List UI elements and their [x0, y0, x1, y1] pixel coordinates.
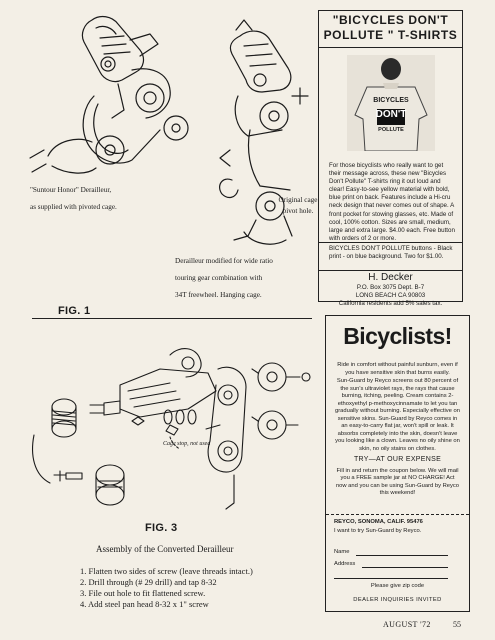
- tshirt-ad-headline: [321, 13, 460, 43]
- address-field[interactable]: [362, 567, 448, 568]
- spring-drawing: [52, 399, 76, 437]
- step-3: 3. File out hole to fit flattened screw.: [80, 588, 206, 598]
- zip-note: Please give zip code: [370, 583, 425, 589]
- name-field[interactable]: [356, 555, 448, 556]
- caption-modified-derailleur: [175, 253, 315, 304]
- shirt-text-dont: DON'T: [375, 109, 407, 120]
- page-number: 55: [453, 620, 461, 629]
- caption-pivot-line-1: Original cage: [278, 196, 318, 204]
- sunguard-paragraph-3: Fill in and return the coupon below. We will mail you a FREE sample jar at NO CHARGE! Act now and you can be using Sun-Guard by Reyco this weekend!: [335, 467, 460, 496]
- cage-stop-label: Cage stop, not used: [163, 441, 211, 447]
- pulley-wheels-drawing: [252, 363, 310, 439]
- sunguard-coupon[interactable]: [326, 514, 469, 611]
- caption-modified-line-2: touring gear combination with: [175, 274, 263, 282]
- section-divider: [32, 318, 312, 319]
- caption-suntour: [30, 182, 170, 216]
- field-name-label: Name: [334, 549, 350, 555]
- tshirt-ad-rule-mid: [319, 242, 462, 243]
- step-4: 4. Add steel pan head 8-32 x 1" screw: [80, 599, 209, 609]
- tshirt-headline-line-2: POLLUTE " T-SHIRTS: [323, 28, 458, 42]
- tshirt-photo: [347, 55, 435, 151]
- tshirt-ad-rule-bottom: [319, 270, 462, 271]
- address-line-1: P.O. Box 3075 Dept. B-7: [356, 284, 425, 291]
- field-address-label: Address: [334, 561, 356, 567]
- suntour-derailleur-drawing: [30, 17, 188, 174]
- tshirt-ad: [318, 10, 463, 307]
- sunguard-paragraph-2: Sun-Guard by Reyco screens out 80 percent of the sun's ultraviolet rays, the rays that cause burning, itching, peeling. Cream contains 2-ethoxyethyl p-methoxycinnamate to let you tan gradually without burning. Especially effective on sensitive skins. Sun-Guard by Reyco comes in an easy-to-carry flat jar, won't spill or leak. It absorbs completely into the skin, doesn't leave you looking like a clown. Leaves no oily shine on skin, no oily stains on clothes.: [335, 378, 460, 452]
- step-2: 2. Drill through (# 29 drill) and tap 8-32: [80, 577, 217, 587]
- cage-drawing: [206, 367, 246, 509]
- caption-suntour-line-1: "Suntour Honor" Derailleur,: [30, 186, 112, 194]
- address-line-3: California residents add 5% sales tax.: [338, 299, 443, 307]
- sunguard-headline: Bicyclists!: [343, 323, 452, 349]
- tshirt-ad-body: For those bicyclists who really want to get their message across, these new "Bicycles Don't Pollute" T-shirts ring it out loud and clear! Easy-to-see yellow material with bold, blue print on back. Features include a Hi-cru neck design that never comes out of shape. A front pocket for stowing glasses, etc. Made of cool, 100% cotton. Sizes are small, medium, large and extra large. $4.00 each. Free button with orders of 2 or more.: [329, 162, 455, 242]
- assembly-steps: [80, 566, 320, 610]
- cage-stop-drawing: [166, 425, 178, 435]
- sunguard-try-line: TRY—AT OUR EXPENSE: [353, 456, 442, 463]
- caption-suntour-line-2: as supplied with pivoted cage.: [30, 203, 117, 211]
- assembly-title: Assembly of the Converted Derailleur: [96, 544, 234, 554]
- coupon-request: I want to try Sun-Guard by Reyco.: [334, 528, 422, 534]
- sunguard-paragraph-1: Ride in comfort without painful sunburn, even if you have sensitive skin that burns easily.: [337, 362, 458, 376]
- fig1-label: FIG. 1: [58, 305, 91, 317]
- shirt-text-pollute: POLLUTE: [378, 127, 404, 133]
- caption-pivot-line-2: pivot hole.: [282, 207, 314, 215]
- sunguard-body: [335, 362, 460, 498]
- derailleur-body-drawing: [90, 349, 216, 425]
- seller-name: H. Decker: [368, 272, 413, 283]
- button-offer: BICYCLES DON'T POLLUTE buttons - Black print - on blue background. Two for $1.00.: [329, 245, 453, 261]
- fig3-label: FIG. 3: [145, 522, 178, 534]
- sunguard-ad: [325, 315, 470, 612]
- step-1: 1. Flatten two sides of screw (leave threads intact.): [80, 566, 253, 576]
- tshirt-headline-line-1: "BICYCLES DON'T: [332, 13, 449, 27]
- issue-date: AUGUST '72: [383, 620, 431, 629]
- address-field-2[interactable]: [334, 578, 448, 579]
- shirt-text-bicycles: BICYCLES: [373, 97, 409, 104]
- caption-modified-line-1: Derailleur modified for wide ratio: [175, 257, 273, 265]
- tshirt-ad-rule-top: [319, 47, 462, 48]
- coupon-address: REYCO, SONOMA, CALIF. 95476: [334, 519, 423, 525]
- caption-modified-line-3: 34T freewheel. Hanging cage.: [175, 291, 262, 299]
- dealer-note: DEALER INQUIRIES INVITED: [353, 597, 442, 603]
- seller-address: [319, 284, 462, 307]
- bolt-and-cap-drawing: [54, 465, 124, 505]
- fig3-exploded-drawing: [20, 325, 320, 520]
- address-line-2: LONG BEACH CA 90803: [355, 291, 426, 299]
